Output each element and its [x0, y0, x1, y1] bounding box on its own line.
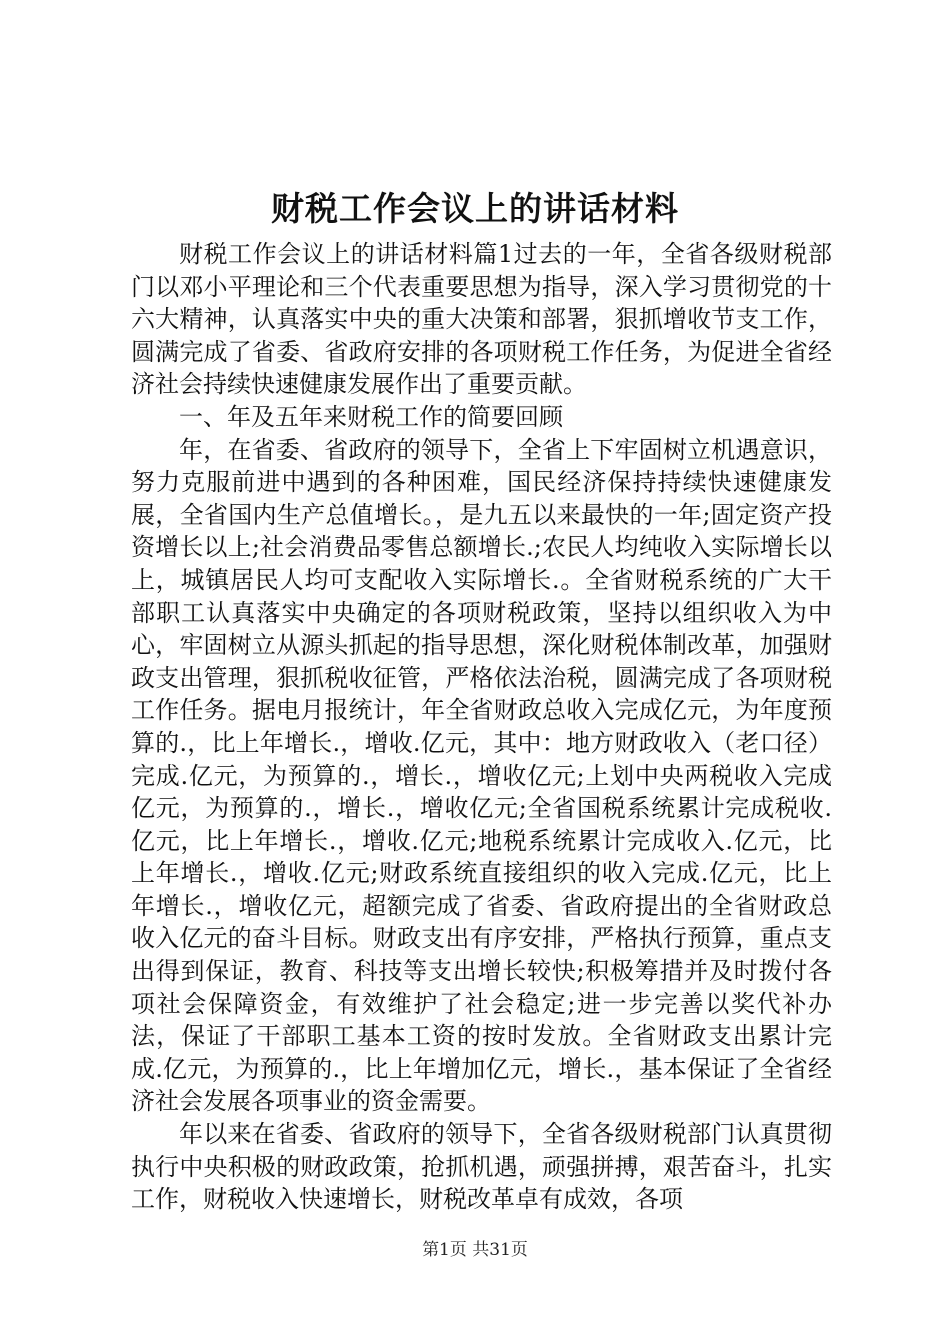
paragraph-review: 年，在省委、省政府的领导下，全省上下牢固树立机遇意识，努力克服前进中遇到的各种困难，国民经济保持持续快速健康发展，全省国内生产总值增长。，是九五以来最快的一年;固定资产投资增长以上;社会消费品零售总额增长.;农民人均纯收入实际增长以上，城镇居民人均可支配收入实际增长.。全省财税系统的广大干部职工认真落实中央确定的各项财税政策，坚持以组织收入为中心，牢固树立从源头抓起的指导思想，深化财税体制改革，加强财政支出管理，狠抓税收征管，严格依法治税，圆满完成了各项财税工作任务。据电月报统计，年全省财政总收入完成亿元，为年度预算的.，比上年增长.，增收.亿元，其中：地方财政收入（老口径）完成.亿元，为预算的.，增长.，增收亿元;上划中央两税收入完成亿元，为预算的.，增长.，增收亿元;全省国税系统累计完成税收.亿元，比上年增长.，增收.亿元;地税系统累计完成收入.亿元，比上年增长.，增收.亿元;财政系统直接组织的收入完成.亿元，比上年增长.，增收亿元，超额完成了省委、省政府提出的全省财政总收入亿元的奋斗目标。财政支出有序安排，严格执行预算，重点支出得到保证，教育、科技等支出增长较快;积极筹措并及时拨付各项社会保障资金，有效维护了社会稳定;进一步完善以奖代补办法，保证了干部职工基本工资的按时发放。全省财政支出累计完成.亿元，为预算的.，比上年增加亿元，增长.，基本保证了全省经济社会发展各项事业的资金需要。	[131, 435, 832, 1116]
paragraph-intro: 财税工作会议上的讲话材料篇1过去的一年，全省各级财税部门以邓小平理论和三个代表重要思想为指导，深入学习贯彻党的十六大精神，认真落实中央的重大决策和部署，狠抓增收节支工作，圆满完成了省委、省政府安排的各项财税工作任务，为促进全省经济社会持续快速健康发展作出了重要贡献。	[131, 240, 832, 399]
section-heading: 一、年及五年来财税工作的简要回顾	[179, 402, 563, 431]
document-body	[131, 238, 832, 1216]
page-footer: 第1页 共31页	[422, 1240, 528, 1260]
paragraph-five-years: 年以来在省委、省政府的领导下，全省各级财税部门认真贯彻执行中央积极的财政政策，抢抓机遇，顽强拼搏，艰苦奋斗，扎实工作，财税收入快速增长，财税改革卓有成效，各项	[131, 1120, 832, 1214]
document-title: 财税工作会议上的讲话材料	[271, 189, 679, 228]
